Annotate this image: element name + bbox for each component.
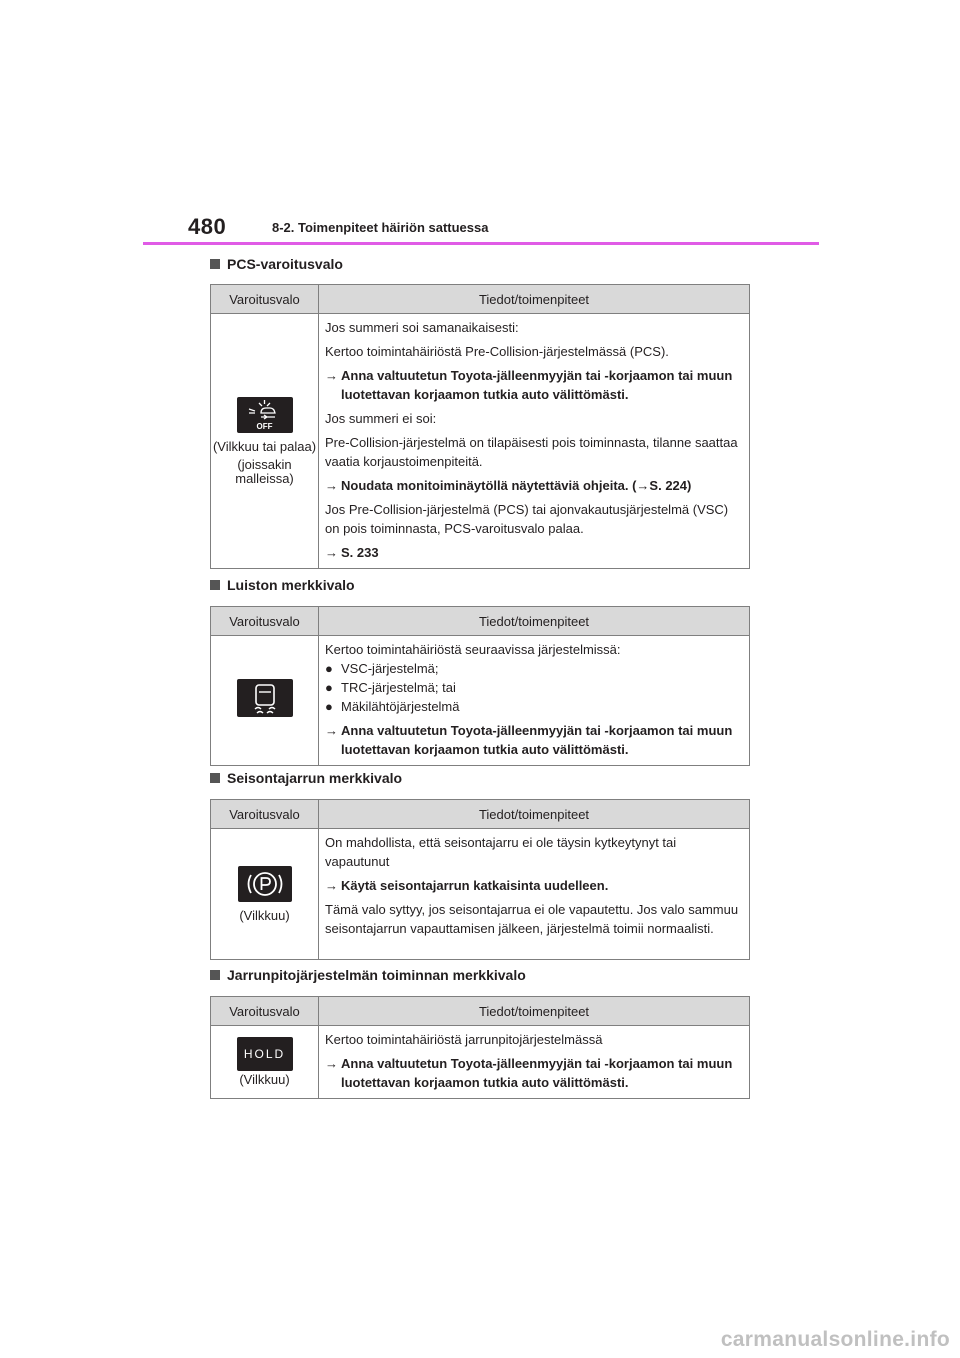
text-line: Kertoo toimintahäiriöstä jarrunpitojärjestelmässä xyxy=(325,1032,603,1047)
text-line: Jos summeri ei soi: xyxy=(325,411,437,426)
list-item: ● Mäkilähtöjärjestelmä xyxy=(325,699,460,714)
text-line: Kertoo toimintahäiriöstä seuraavissa järjestelmissä: xyxy=(325,642,621,657)
col-header-details: Tiedot/toimenpiteet xyxy=(319,800,750,829)
col-header-warning-light: Varoitusvalo xyxy=(211,607,319,636)
arrow-icon: → xyxy=(325,1056,338,1071)
square-bullet-icon xyxy=(210,970,220,980)
col-header-warning-light: Varoitusvalo xyxy=(211,997,319,1026)
icon-cell xyxy=(211,1026,319,1099)
arrow-icon: → xyxy=(325,878,338,893)
slip-indicator-icon xyxy=(237,679,293,717)
section-title: 8-2. Toimenpiteet häiriön sattuessa xyxy=(272,220,489,235)
icon-cell xyxy=(211,829,319,960)
heading-parking: Seisontajarrun merkkivalo xyxy=(210,770,402,786)
watermark: carmanualsonline.info xyxy=(720,1328,950,1351)
arrow-icon: → xyxy=(325,478,338,493)
list-item: ● TRC-järjestelmä; tai xyxy=(325,680,456,695)
arrow-icon: → xyxy=(325,368,338,383)
col-header-details: Tiedot/toimenpiteet xyxy=(319,997,750,1026)
text-line: Pre-Collision-järjestelmä on tilapäisesti pois toiminnasta, tilanne saattaa vaatia korjaustoimenpiteitä. xyxy=(325,435,738,469)
icon-caption-models: (joissakin malleissa) xyxy=(235,456,294,486)
description-cell xyxy=(319,314,750,569)
col-header-details: Tiedot/toimenpiteet xyxy=(319,285,750,314)
pcs-off-warning-icon xyxy=(237,397,293,433)
text-line: Kertoo toimintahäiriöstä Pre-Collision-järjestelmässä (PCS). xyxy=(325,344,669,359)
description-cell xyxy=(319,829,750,960)
action-line: → Käytä seisontajarrun katkaisinta uudelleen. xyxy=(325,878,609,893)
col-header-warning-light: Varoitusvalo xyxy=(211,800,319,829)
action-line: → Noudata monitoiminäytöllä näytettäviä ohjeita. (→S. 224) xyxy=(325,478,692,493)
table-pcs xyxy=(210,284,750,569)
bullet-dot-icon: ● xyxy=(325,661,333,676)
table-hold xyxy=(210,996,750,1099)
arrow-icon: → xyxy=(325,545,338,560)
arrow-icon: → xyxy=(325,723,338,738)
col-header-details: Tiedot/toimenpiteet xyxy=(319,607,750,636)
icon-cell xyxy=(211,314,319,569)
action-line: → Anna valtuutetun Toyota-jälleenmyyjän tai -korjaamon tai muun luotettavan korjaamon tutkia auto välittömästi. xyxy=(325,1056,733,1090)
action-line: → Anna valtuutetun Toyota-jälleenmyyjän tai -korjaamon tai muun luotettavan korjaamon tutkia auto välittömästi. xyxy=(325,723,733,757)
text-line: Jos Pre-Collision-järjestelmä (PCS) tai ajonvakautusjärjestelmä (VSC) on pois toiminnasta, PCS-varoitusvalo palaa. xyxy=(325,502,729,536)
table-parking xyxy=(210,799,750,960)
hold-icon-text: HOLD xyxy=(243,1047,286,1061)
brake-hold-icon xyxy=(237,1037,293,1071)
description-cell xyxy=(319,636,750,766)
icon-cell xyxy=(211,636,319,766)
col-header-warning-light: Varoitusvalo xyxy=(211,285,319,314)
text-line: Tämä valo syttyy, jos seisontajarrua ei ole vapautettu. Jos valo sammuu seisontajarrun vapauttamisen jälkeen, järjestelmä toimii normaalisti. xyxy=(325,902,739,936)
icon-caption: (Vilkkuu tai palaa) xyxy=(212,438,317,454)
text-line: Jos summeri soi samanaikaisesti: xyxy=(325,320,519,335)
icon-caption: (Vilkkuu) xyxy=(239,907,290,923)
heading-hold: Jarrunpitojärjestelmän toiminnan merkkivalo xyxy=(210,967,526,983)
page-number: 480 xyxy=(188,214,227,239)
table-slip xyxy=(210,606,750,766)
square-bullet-icon xyxy=(210,259,220,269)
description-cell xyxy=(319,1026,750,1099)
text-line: On mahdollista, että seisontajarru ei ole täysin kytkeytynyt tai vapautunut xyxy=(325,835,677,869)
header-rule xyxy=(143,242,819,245)
action-line: → S. 233 xyxy=(325,545,379,560)
parking-brake-icon xyxy=(238,866,292,902)
icon-caption: (Vilkkuu) xyxy=(239,1072,290,1087)
square-bullet-icon xyxy=(210,580,220,590)
pcs-icon-text: OFF xyxy=(256,421,273,431)
list-item: ● VSC-järjestelmä; xyxy=(325,661,439,676)
action-line: → Anna valtuutetun Toyota-jälleenmyyjän tai -korjaamon tai muun luotettavan korjaamon tutkia auto välittömästi. xyxy=(325,368,733,402)
square-bullet-icon xyxy=(210,773,220,783)
heading-slip: Luiston merkkivalo xyxy=(210,577,355,593)
heading-pcs: PCS-varoitusvalo xyxy=(210,256,343,272)
bullet-dot-icon: ● xyxy=(325,680,333,695)
bullet-dot-icon: ● xyxy=(325,699,333,714)
